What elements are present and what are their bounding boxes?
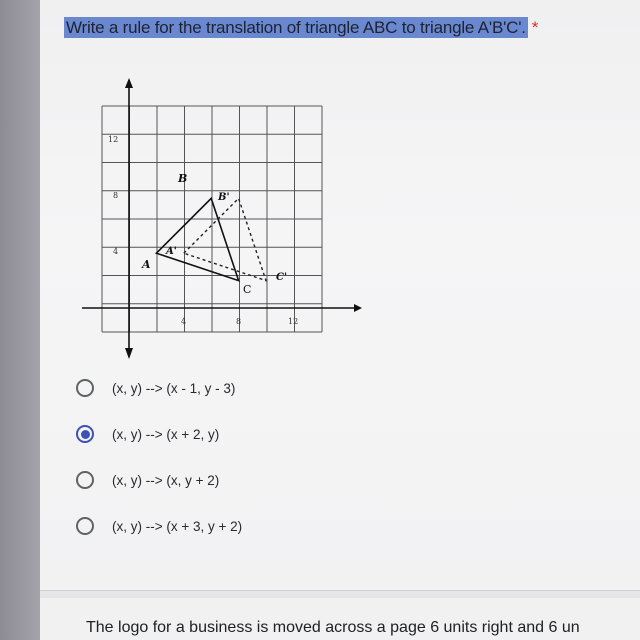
radio-button[interactable]: [76, 425, 94, 443]
option-3[interactable]: [76, 466, 336, 494]
vertex-label-c-prime: C': [276, 272, 288, 283]
x-tick-label: 12: [288, 317, 299, 326]
option-2[interactable]: [76, 420, 336, 448]
vertex-label-a-prime: A': [166, 246, 177, 257]
option-1[interactable]: [76, 374, 336, 402]
question-title: [64, 18, 538, 38]
x-tick-label: 4: [181, 317, 187, 326]
left-margin: [0, 0, 40, 640]
option-label: (x, y) --> (x + 3, y + 2): [112, 518, 243, 534]
option-label: (x, y) --> (x - 1, y - 3): [112, 380, 236, 396]
vertex-label-b-prime: B': [218, 192, 230, 203]
y-axis-arrow-up: [125, 78, 133, 88]
option-label: (x, y) --> (x, y + 2): [112, 472, 220, 488]
radio-button[interactable]: [76, 379, 94, 397]
y-tick-label: 4: [113, 247, 119, 256]
vertex-label-b: B: [178, 172, 188, 185]
option-label: (x, y) --> (x + 2, y): [112, 426, 220, 442]
question-title-text: Write a rule for the translation of triangle ABC to triangle A'B'C'.: [66, 18, 526, 37]
x-tick-label: 8: [236, 317, 242, 326]
y-tick-label: 12: [108, 135, 119, 144]
option-4[interactable]: [76, 512, 336, 540]
vertex-label-a: A: [142, 258, 151, 271]
y-tick-label: 8: [113, 191, 119, 200]
vertex-label-c: C: [243, 283, 252, 296]
coordinate-graph-image: [72, 72, 362, 372]
required-marker: *: [531, 18, 539, 37]
next-question-title: The logo for a business is moved across a page 6 units right and 6 un: [86, 619, 580, 636]
radio-button[interactable]: [76, 517, 94, 535]
radio-button[interactable]: [76, 471, 94, 489]
coordinate-grid: [72, 72, 362, 367]
grid-lines: [102, 106, 322, 332]
x-axis-arrow: [354, 304, 362, 312]
y-axis-arrow-down: [125, 348, 133, 359]
